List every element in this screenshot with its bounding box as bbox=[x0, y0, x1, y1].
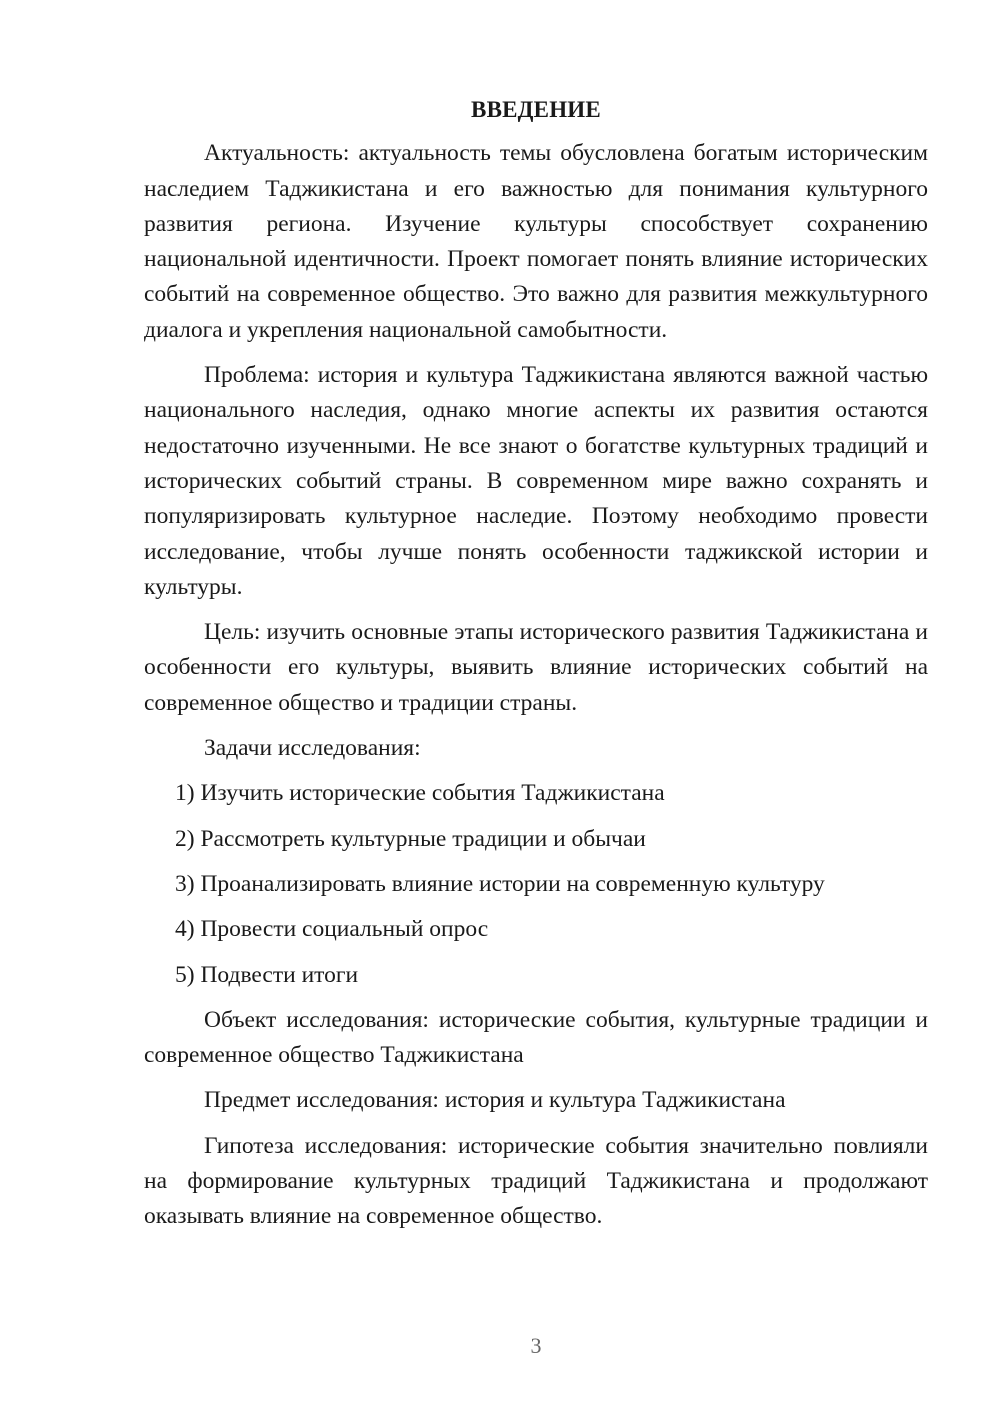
subject-paragraph: Предмет исследования: история и культура Таджикистана bbox=[204, 1087, 786, 1114]
task-item bbox=[144, 867, 928, 902]
task-text: Изучить исторические события Таджикистана bbox=[200, 780, 665, 807]
goal-paragraph: Цель: изучить основные этапы исторического развития Таджикистана и особенности его культуры, выявить влияние исторических событий на современное общество и традиции страны. bbox=[144, 619, 928, 716]
hypothesis-paragraph: Гипотеза исследования: исторические события значительно повлияли на формирование культурных традиций Таджикистана и продолжают оказывать влияние на современное общество. bbox=[144, 1132, 928, 1230]
tasks-list bbox=[144, 776, 928, 992]
problem-paragraph: Проблема: история и культура Таджикистана являются важной частью национального наследия, однако многие аспекты их развития остаются недостаточно изученными. Не все знают о богатстве культурных традиций и исторических событий страны. В современном мире важно сохранять и популяризировать культурное наследие. Поэтому необходимо провести исследование, чтобы лучше понять особенности таджикской истории и культуры. bbox=[144, 362, 928, 600]
task-number: 1) bbox=[175, 780, 195, 807]
task-number: 4) bbox=[175, 916, 195, 943]
task-number: 2) bbox=[175, 825, 195, 852]
tasks-heading: Задачи исследования: bbox=[204, 735, 421, 762]
task-text: Проанализировать влияние истории на современную культуру bbox=[200, 870, 825, 897]
page-title: ВВЕДЕНИЕ bbox=[471, 97, 601, 122]
task-text: Провести социальный опрос bbox=[200, 916, 489, 943]
task-text: Рассмотреть культурные традиции и обычаи bbox=[200, 825, 646, 852]
page-content bbox=[144, 92, 928, 1245]
task-item bbox=[144, 822, 928, 857]
task-item bbox=[144, 958, 928, 993]
task-item bbox=[144, 912, 928, 947]
page-number: 3 bbox=[530, 1333, 542, 1358]
object-paragraph: Объект исследования: исторические события, культурные традиции и современное общество Таджикистана bbox=[144, 1006, 928, 1069]
task-text: Подвести итоги bbox=[200, 961, 359, 988]
task-number: 3) bbox=[175, 870, 195, 897]
task-item bbox=[144, 776, 928, 811]
relevance-paragraph: Актуальность: актуальность темы обусловлена богатым историческим наследием Таджикистана и его важностью для понимания культурного развития региона. Изучение культуры способствует сохранению национальной идентичности. Проект помогает понять влияние исторических событий на современное общество. Это важно для развития межкультурного диалога и укрепления национальной самобытности. bbox=[144, 140, 928, 343]
task-number: 5) bbox=[175, 961, 195, 988]
